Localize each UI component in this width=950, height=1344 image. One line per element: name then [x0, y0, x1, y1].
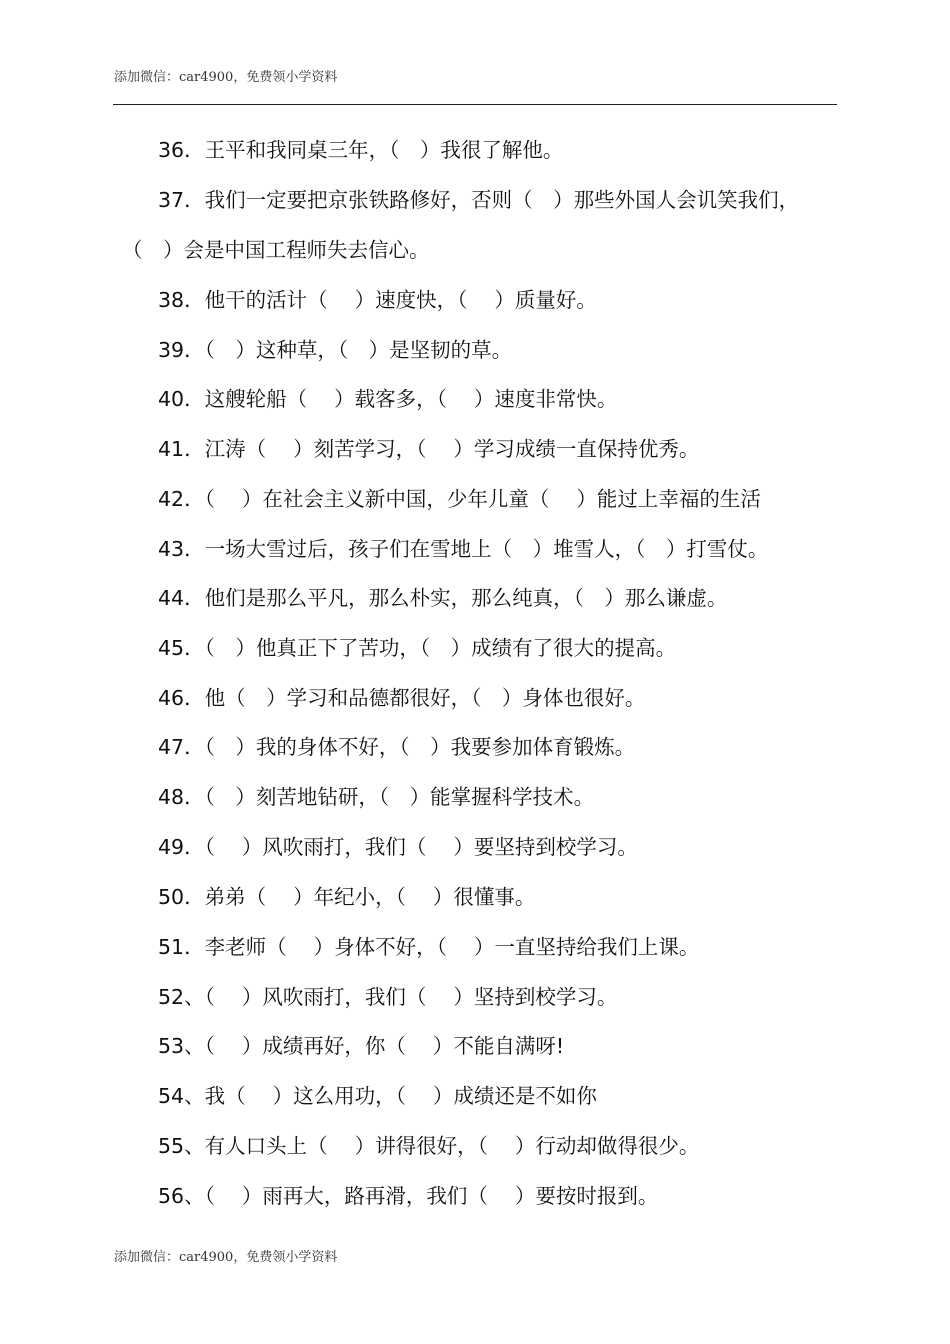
question-40: 40．这艘轮船（ ）载客多，（ ）速度非常快。 [158, 387, 618, 411]
question-54: 54、我（ ）这么用功，（ ）成绩还是不如你 [158, 1084, 597, 1108]
question-55: 55、有人口头上（ ）讲得很好，（ ）行动却做得很少。 [158, 1134, 700, 1158]
question-53: 53、（ ）成绩再好，你（ ）不能自满呀! [158, 1034, 565, 1058]
question-37: 37．我们一定要把京张铁路修好，否则（ ）那些外国人会讥笑我们， [158, 188, 800, 212]
question-42: 42．（ ）在社会主义新中国，少年儿童（ ）能过上幸福的生活 [158, 487, 761, 511]
question-56: 56、（ ）雨再大，路再滑，我们（ ）要按时报到。 [158, 1184, 659, 1208]
question-38: 38．他干的活计（ ）速度快，（ ）质量好。 [158, 288, 597, 312]
question-37-continued: （ ）会是中国工程师失去信心。 [122, 238, 430, 262]
question-36: 36．王平和我同桌三年，（ ）我很了解他。 [158, 138, 564, 162]
question-41: 41．江涛（ ）刻苦学习，（ ）学习成绩一直保持优秀。 [158, 437, 700, 461]
header-note: 添加微信：car4900，免费领小学资料 [114, 70, 338, 85]
question-45: 45．（ ）他真正下了苦功，（ ）成绩有了很大的提高。 [158, 636, 677, 660]
question-44: 44．他们是那么平凡，那么朴实，那么纯真，（ ）那么谦虚。 [158, 586, 728, 610]
question-43: 43．一场大雪过后，孩子们在雪地上（ ）堆雪人，（ ）打雪仗。 [158, 537, 769, 561]
question-48: 48．（ ）刻苦地钻研，（ ）能掌握科学技术。 [158, 785, 595, 809]
question-52: 52、（ ）风吹雨打，我们（ ）坚持到校学习。 [158, 985, 618, 1009]
question-47: 47．（ ）我的身体不好，（ ）我要参加体育锻炼。 [158, 735, 636, 759]
question-39: 39．（ ）这种草，（ ）是坚韧的草。 [158, 338, 513, 362]
header-divider [113, 104, 837, 105]
question-50: 50．弟弟（ ）年纪小，（ ）很懂事。 [158, 885, 536, 909]
question-46: 46．他（ ）学习和品德都很好，（ ）身体也很好。 [158, 686, 646, 710]
question-49: 49．（ ）风吹雨打，我们（ ）要坚持到校学习。 [158, 835, 638, 859]
footer-note: 添加微信：car4900，免费领小学资料 [114, 1250, 338, 1265]
question-51: 51．李老师（ ）身体不好，（ ）一直坚持给我们上课。 [158, 935, 700, 959]
